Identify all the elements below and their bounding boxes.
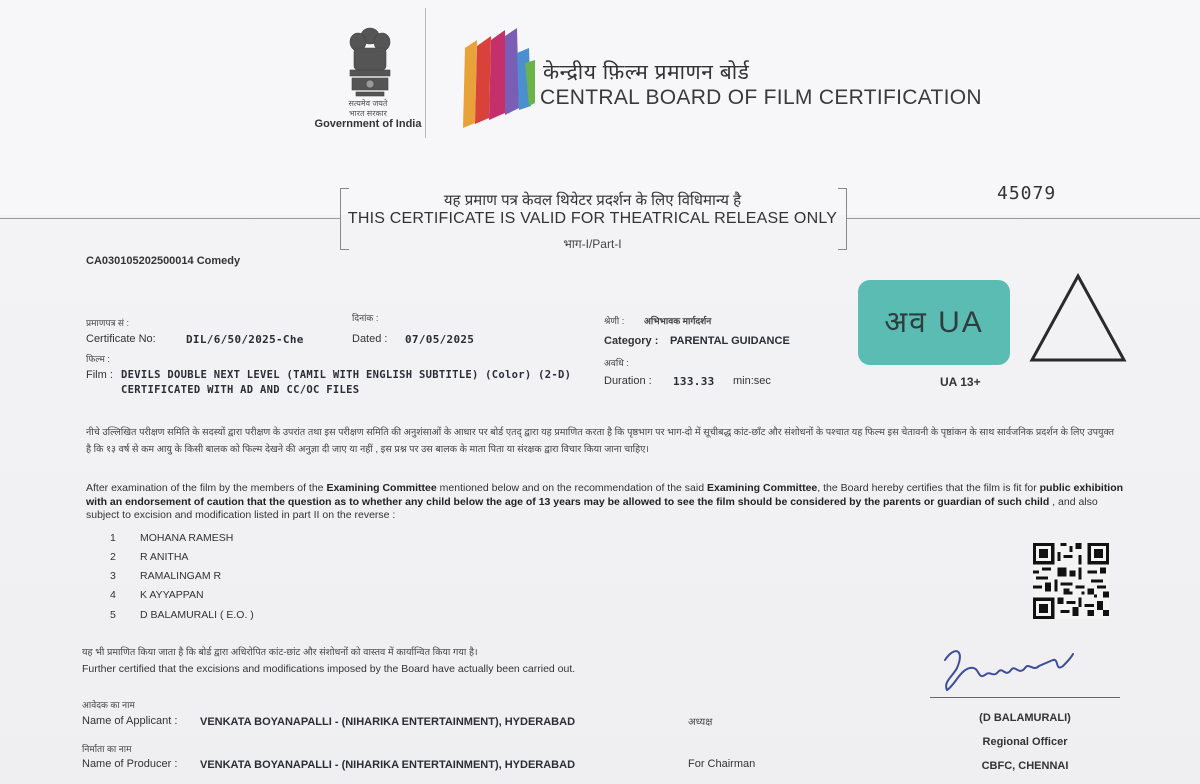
category-hindi-value: अभिभावक मार्गदर्शन <box>644 316 712 326</box>
rule-left <box>0 218 340 219</box>
signature-icon <box>935 640 1085 700</box>
further-certified-english: Further certified that the excisions and modifications imposed by the Board have actually been carried out. <box>82 663 576 675</box>
validity-part: भाग-I/Part-I <box>563 237 622 251</box>
member-name: R ANITHA <box>140 551 189 563</box>
emblem-gov-english: Government of India <box>314 118 422 130</box>
rating-age: UA 13+ <box>940 375 981 389</box>
rule-right <box>846 218 1200 219</box>
applicant-hindi: आवेदक का नाम <box>82 700 135 710</box>
film-hindi: फिल्म : <box>86 354 110 364</box>
triangle-icon <box>1028 272 1128 364</box>
member-number: 5 <box>110 609 116 621</box>
date-value: 07/05/2025 <box>405 333 475 346</box>
date-hindi: दिनांक : <box>352 313 379 323</box>
chairman-english: For Chairman <box>688 758 756 770</box>
chairman-hindi: अध्यक्ष <box>688 717 713 728</box>
qr-code-icon <box>1033 543 1109 619</box>
duration-hindi: अवधि : <box>604 358 629 368</box>
member-number: 2 <box>110 551 116 563</box>
category-hindi-label: श्रेणी : <box>604 316 625 326</box>
reference-code: CA030105202500014 Comedy <box>86 255 241 267</box>
member-number: 3 <box>110 570 116 582</box>
certificate-no-label: Certificate No: <box>86 333 156 345</box>
certification-paragraph-english: After examination of the film by the members of the Examining Committee mentioned below and on the recommendation of the said Examining Committee, the Board hereby certifies that the film is fit for public exhibition with an endorsement of caution that the question as to whether any child below the age of 13 years may be allowed to see the film should be considered by the parents or guardian of such child , and also subject to excision and modification listed in part II on the reverse : <box>86 482 1124 521</box>
member-number: 4 <box>110 589 116 601</box>
category-value: PARENTAL GUIDANCE <box>670 335 790 347</box>
emblem-motto: सत्यमेव जयते <box>348 99 388 108</box>
producer-hindi: निर्माता का नाम <box>82 744 132 754</box>
signatory-name: (D BALAMURALI) <box>979 712 1071 724</box>
member-number: 1 <box>110 532 116 544</box>
national-emblem-icon <box>330 22 410 102</box>
cbfc-logo-icon <box>455 18 540 133</box>
duration-label: Duration : <box>604 375 652 387</box>
certification-paragraph-hindi: नीचे उल्लिखित परीक्षण समिति के सदस्यों द्वारा परीक्षण के उपरांत तथा इस परीक्षण समिति की अनुशंसाओं के आधार पर बोर्ड एतद् द्वारा यह प्रमाणित करता है कि पृष्ठभाग पर भाग-दो में सूचीबद्ध कांट-छाँट और संशोधनों के पश्चात यह फिल्म इस चेतावनी के पृष्ठांकन के साथ सार्वजनिक प्रदर्शन के लिए उपयुक्त है कि १३ वर्ष से कम आयु के किसी बालक को फिल्म देखने की अनुज्ञा दी जाए या नहीं , इस प्रश्न पर उस बालक के माता पिता या संरक्षक द्वारा विचार किया जाना चाहिए। <box>86 427 1114 455</box>
header-divider <box>425 8 426 138</box>
producer-label: Name of Producer : <box>82 758 178 770</box>
applicant-value: VENKATA BOYANAPALLI - (NIHARIKA ENTERTAINMENT), HYDERABAD <box>200 716 576 728</box>
category-label: Category : <box>604 335 659 347</box>
validity-hindi: यह प्रमाण पत्र केवल थियेटर प्रदर्शन के लिए विधिमान्य है <box>443 192 742 209</box>
emblem-gov-hindi: भारत सरकार <box>349 109 387 118</box>
film-title-line1: DEVILS DOUBLE NEXT LEVEL (TAMIL WITH ENGLISH SUBTITLE) (Color) (2-D) <box>121 369 572 381</box>
validity-english: THIS CERTIFICATE IS VALID FOR THEATRICAL RELEASE ONLY <box>347 210 838 227</box>
org-name-hindi: केन्द्रीय फ़िल्म प्रमाणन बोर्ड <box>543 61 750 84</box>
producer-value: VENKATA BOYANAPALLI - (NIHARIKA ENTERTAINMENT), HYDERABAD <box>200 759 576 771</box>
org-name-english: CENTRAL BOARD OF FILM CERTIFICATION <box>540 86 982 109</box>
certificate-no-value: DIL/6/50/2025-Che <box>186 333 304 346</box>
film-label: Film : <box>86 369 113 381</box>
applicant-label: Name of Applicant : <box>82 715 178 727</box>
member-name: RAMALINGAM R <box>140 570 222 582</box>
signature-line <box>930 697 1120 698</box>
duration-value: 133.33 <box>673 375 715 388</box>
signatory-title: Regional Officer <box>982 736 1068 748</box>
member-name: MOHANA RAMESH <box>140 532 234 544</box>
certificate-no-hindi: प्रमाणपत्र सं : <box>86 318 130 328</box>
duration-unit: min:sec <box>733 375 771 387</box>
member-name: D BALAMURALI ( E.O. ) <box>140 609 254 621</box>
further-certified-hindi: यह भी प्रमाणित किया जाता है कि बोर्ड द्वारा अधिरोपित कांट-छांट और संशोधनों को वास्तव में कार्यान्वित किया गया है। <box>82 647 478 658</box>
date-label: Dated : <box>352 333 388 345</box>
signatory-office: CBFC, CHENNAI <box>981 760 1069 772</box>
rating-text: अव UA <box>884 306 984 339</box>
member-name: K AYYAPPAN <box>140 589 204 601</box>
serial-number: 45079 <box>997 183 1057 204</box>
film-title-line2: CERTIFICATED WITH AD AND CC/OC FILES <box>121 384 360 396</box>
